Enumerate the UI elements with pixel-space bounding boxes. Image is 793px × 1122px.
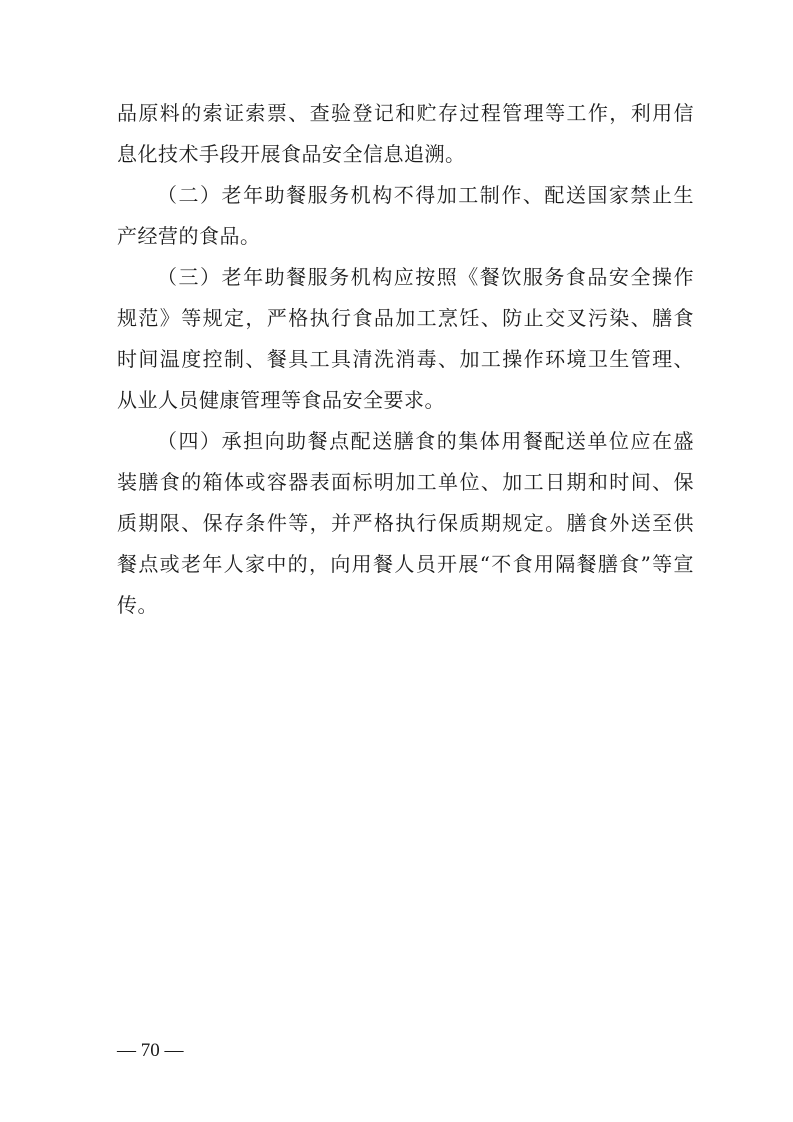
text-line: 装膳食的箱体或容器表面标明加工单位、加工日期和时间、保 xyxy=(117,470,694,494)
text-line: 餐点或老年人家中的，向用餐人员开展“不食用隔餐膳食”等宣 xyxy=(117,552,694,576)
text-line: 时间温度控制、餐具工具清洗消毒、加工操作环境卫生管理、 xyxy=(117,347,694,371)
paragraph-item-3-first-line: （三）老年助餐服务机构应按照《餐饮服务食品安全操作 xyxy=(157,265,694,289)
text-line: 息化技术手段开展食品安全信息追溯。 xyxy=(117,142,466,166)
text-line: 传。 xyxy=(117,593,158,617)
text-line: 从业人员健康管理等食品安全要求。 xyxy=(117,388,445,412)
page-number: — 70 — xyxy=(117,1040,184,1061)
paragraph-item-4-first-line: （四）承担向助餐点配送膳食的集体用餐配送单位应在盛 xyxy=(157,429,694,453)
paragraph-item-2-first-line: （二）老年助餐服务机构不得加工制作、配送国家禁止生 xyxy=(157,183,694,207)
text-line: 品原料的索证索票、查验登记和贮存过程管理等工作，利用信 xyxy=(117,101,694,125)
text-line: 质期限、保存条件等，并严格执行保质期规定。膳食外送至供 xyxy=(117,511,694,535)
body-text xyxy=(117,102,694,616)
text-line: 规范》等规定，严格执行食品加工烹饪、防止交叉污染、膳食 xyxy=(117,306,694,330)
text-line: 产经营的食品。 xyxy=(117,224,261,248)
